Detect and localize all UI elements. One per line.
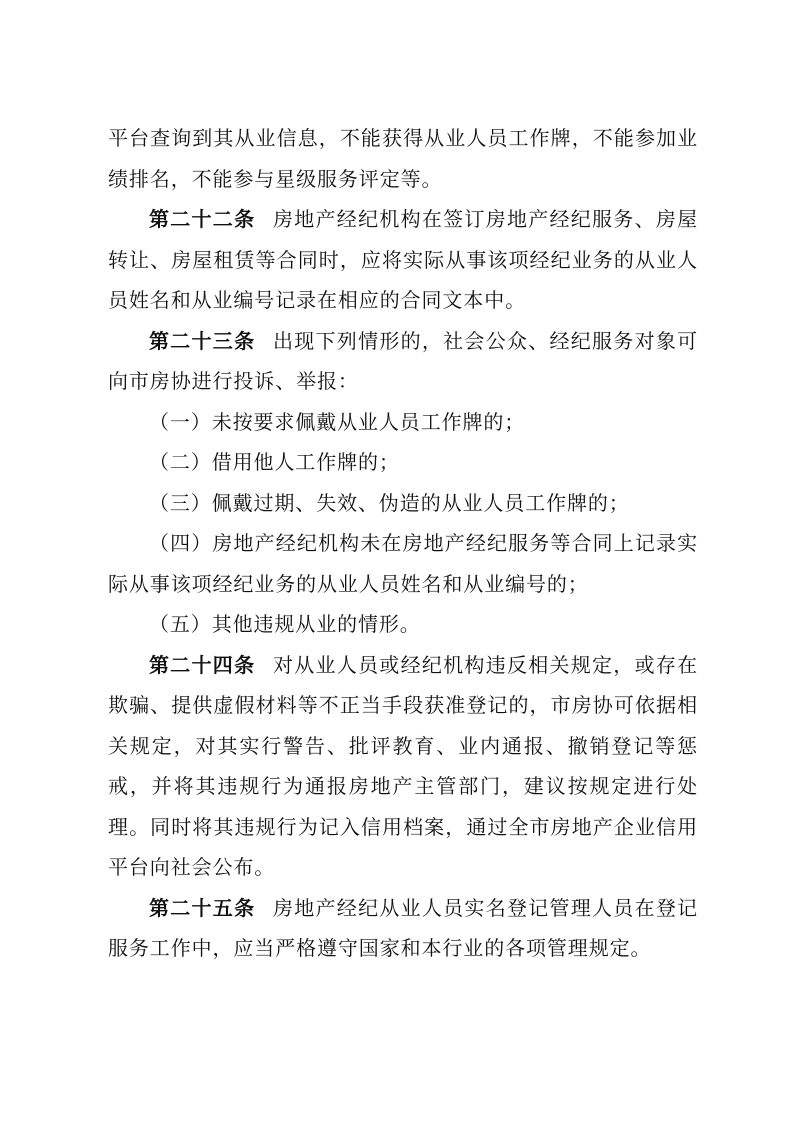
- article-heading: 第二十五条: [149, 895, 256, 920]
- paragraph-text: 平台查询到其从业信息，不能获得从业人员工作牌，不能参加业绩排名，不能参与星级服务评定等。: [108, 126, 698, 191]
- list-item-text: （一）未按要求佩戴从业人员工作牌的；: [149, 409, 526, 434]
- article-25: [108, 888, 698, 969]
- list-item-4: [108, 523, 698, 604]
- list-item-text: （五）其他违规从业的情形。: [149, 612, 421, 636]
- list-item-5: [108, 604, 698, 645]
- article-heading: 第二十二条: [149, 207, 256, 231]
- list-item-text: （三）佩戴过期、失效、伪造的从业人员工作牌的；: [149, 490, 630, 515]
- article-heading: 第二十四条: [149, 652, 256, 677]
- document-body: [108, 118, 698, 969]
- paragraph-text: 房地产经纪机构在签订房地产经纪服务、房屋转让、房屋租赁等合同时，应将实际从事该项经纪业务的从业人员姓名和从业编号记录在相应的合同文本中。: [108, 207, 699, 312]
- article-24: [108, 645, 698, 888]
- paragraph-continuation: [108, 118, 698, 199]
- list-item-text: （二）借用他人工作牌的；: [149, 450, 400, 474]
- list-item-text: （四）房地产经纪机构未在房地产经纪服务等合同上记录实际从事该项经纪业务的从业人员姓名和从业编号的；: [108, 531, 698, 596]
- paragraph-text: 房地产经纪从业人员实名登记管理人员在登记服务工作中，应当严格遵守国家和本行业的各项管理规定。: [108, 895, 699, 960]
- paragraph-text: 对从业人员或经纪机构违反相关规定，或存在欺骗、提供虚假材料等不正当手段获准登记的，市房协可依据相关规定，对其实行警告、批评教育、业内通报、撤销登记等惩戒，并将其违规行为通报房地产主管部门，建议按规定进行处理。同时将其违规行为记入信用档案，通过全市房地产企业信用平台向社会公布。: [108, 652, 699, 879]
- list-item-2: [108, 442, 698, 483]
- article-23: [108, 321, 698, 402]
- article-22: [108, 199, 698, 321]
- list-item-3: [108, 483, 698, 524]
- paragraph-text: 出现下列情形的，社会公众、经纪服务对象可向市房协进行投诉、举报：: [108, 328, 699, 393]
- list-item-1: [108, 402, 698, 443]
- article-heading: 第二十三条: [149, 328, 256, 353]
